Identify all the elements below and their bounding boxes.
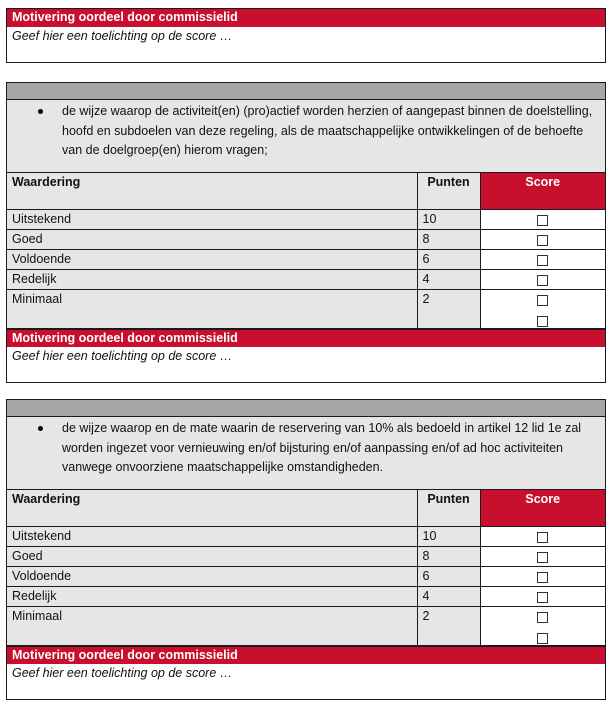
- row-points: 10: [417, 209, 480, 229]
- criterion-section-2: [6, 399, 606, 700]
- table-row: [7, 209, 605, 229]
- table-row: [7, 546, 605, 566]
- score-checkbox[interactable]: [537, 235, 548, 246]
- header-punten: Punten: [417, 173, 480, 209]
- section-header-bar: [7, 400, 605, 417]
- motivation-note-field[interactable]: Geef hier een toelichting op de score …: [7, 664, 605, 699]
- score-checkbox[interactable]: [537, 633, 548, 644]
- criterion-text: de wijze waarop de activiteit(en) (pro)actief worden herzien of aangepast binnen de doelstelling, hoofd en subdoelen van deze regeling, als de maatschappelijke ontwikkelingen of de behoefte van de doelgroep(en) hierom vragen;: [62, 104, 593, 157]
- row-points: 6: [417, 566, 480, 586]
- row-points: 10: [417, 526, 480, 546]
- motivation-note-field[interactable]: Geef hier een toelichting op de score …: [7, 27, 605, 62]
- score-table: [7, 490, 605, 646]
- motivation-header: Motivering oordeel door commissielid: [7, 9, 605, 27]
- header-score: Score: [480, 173, 605, 209]
- row-points: 4: [417, 586, 480, 606]
- score-checkbox[interactable]: [537, 572, 548, 583]
- row-points: 8: [417, 546, 480, 566]
- header-score: Score: [480, 490, 605, 526]
- row-points: 2: [417, 606, 480, 645]
- table-row: [7, 229, 605, 249]
- header-waardering: Waardering: [7, 173, 417, 209]
- score-checkbox[interactable]: [537, 316, 548, 327]
- section-header-bar: [7, 83, 605, 100]
- header-punten: Punten: [417, 490, 480, 526]
- row-label: Redelijk: [7, 586, 417, 606]
- score-checkbox[interactable]: [537, 255, 548, 266]
- row-label: Minimaal: [7, 289, 417, 328]
- criterion-text: de wijze waarop en de mate waarin de reservering van 10% als bedoeld in artikel 12 lid 1e zal worden ingezet voor vernieuwing en/of bijsturing en/of aanpassing en/of ad hoc activiteiten vanwege onvoorziene maatschappelijke omstandigheden.: [62, 421, 582, 474]
- bullet-icon: [38, 426, 43, 431]
- row-label: Uitstekend: [7, 209, 417, 229]
- row-label: Goed: [7, 546, 417, 566]
- motivation-box-top: [6, 8, 606, 63]
- row-label: Redelijk: [7, 269, 417, 289]
- score-checkbox[interactable]: [537, 612, 548, 623]
- table-row: [7, 526, 605, 546]
- criterion-description: [7, 417, 605, 490]
- bullet-icon: [38, 109, 43, 114]
- header-waardering: Waardering: [7, 490, 417, 526]
- score-checkbox[interactable]: [537, 215, 548, 226]
- table-row: [7, 249, 605, 269]
- row-label: Uitstekend: [7, 526, 417, 546]
- motivation-header: Motivering oordeel door commissielid: [7, 646, 605, 664]
- row-points: 8: [417, 229, 480, 249]
- table-header-row: [7, 173, 605, 209]
- score-checkbox[interactable]: [537, 592, 548, 603]
- table-row: [7, 269, 605, 289]
- row-label: Voldoende: [7, 566, 417, 586]
- motivation-header: Motivering oordeel door commissielid: [7, 329, 605, 347]
- row-label: Minimaal: [7, 606, 417, 645]
- table-row: [7, 566, 605, 586]
- score-checkbox[interactable]: [537, 295, 548, 306]
- row-points: 6: [417, 249, 480, 269]
- score-checkbox[interactable]: [537, 532, 548, 543]
- table-header-row: [7, 490, 605, 526]
- row-points: 2: [417, 289, 480, 328]
- table-row: [7, 289, 605, 328]
- row-label: Goed: [7, 229, 417, 249]
- score-checkbox[interactable]: [537, 552, 548, 563]
- motivation-note-field[interactable]: Geef hier een toelichting op de score …: [7, 347, 605, 382]
- criterion-description: [7, 100, 605, 173]
- row-label: Voldoende: [7, 249, 417, 269]
- criterion-section-1: [6, 82, 606, 383]
- table-row: [7, 606, 605, 645]
- row-points: 4: [417, 269, 480, 289]
- score-checkbox[interactable]: [537, 275, 548, 286]
- score-table: [7, 173, 605, 329]
- table-row: [7, 586, 605, 606]
